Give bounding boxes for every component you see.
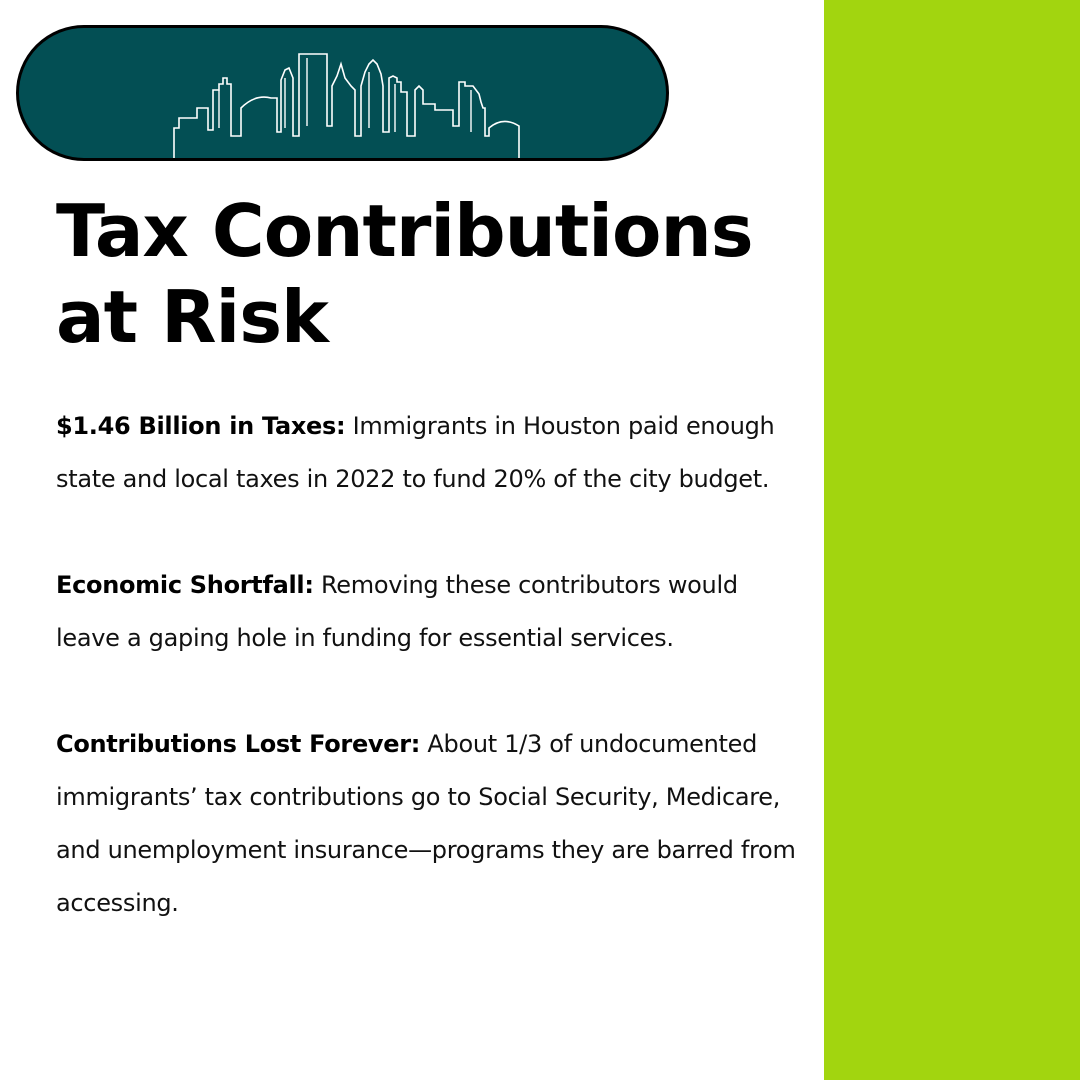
section-shortfall-body: Removing these contributors would leave a gaping hole in funding for essential services. <box>56 571 738 652</box>
section-lost <box>56 718 796 930</box>
header-banner <box>16 25 669 161</box>
section-shortfall <box>56 559 796 665</box>
accent-stripe <box>824 0 1080 1080</box>
section-shortfall-lead: Economic Shortfall: <box>56 571 314 599</box>
section-taxes-lead: $1.46 Billion in Taxes: <box>56 412 346 440</box>
page-title: Tax Contributions at Risk <box>56 189 753 359</box>
city-skyline-icon <box>19 28 669 161</box>
section-taxes-body: Immigrants in Houston paid enough state and local taxes in 2022 to fund 20% of the city budget. <box>56 412 775 493</box>
content-list <box>56 400 796 983</box>
section-lost-body: About 1/3 of undocumented immigrants’ tax contributions go to Social Security, Medicare, and unemployment insurance—programs they are barred from accessing. <box>56 730 796 917</box>
section-taxes <box>56 400 796 506</box>
section-lost-lead: Contributions Lost Forever: <box>56 730 421 758</box>
